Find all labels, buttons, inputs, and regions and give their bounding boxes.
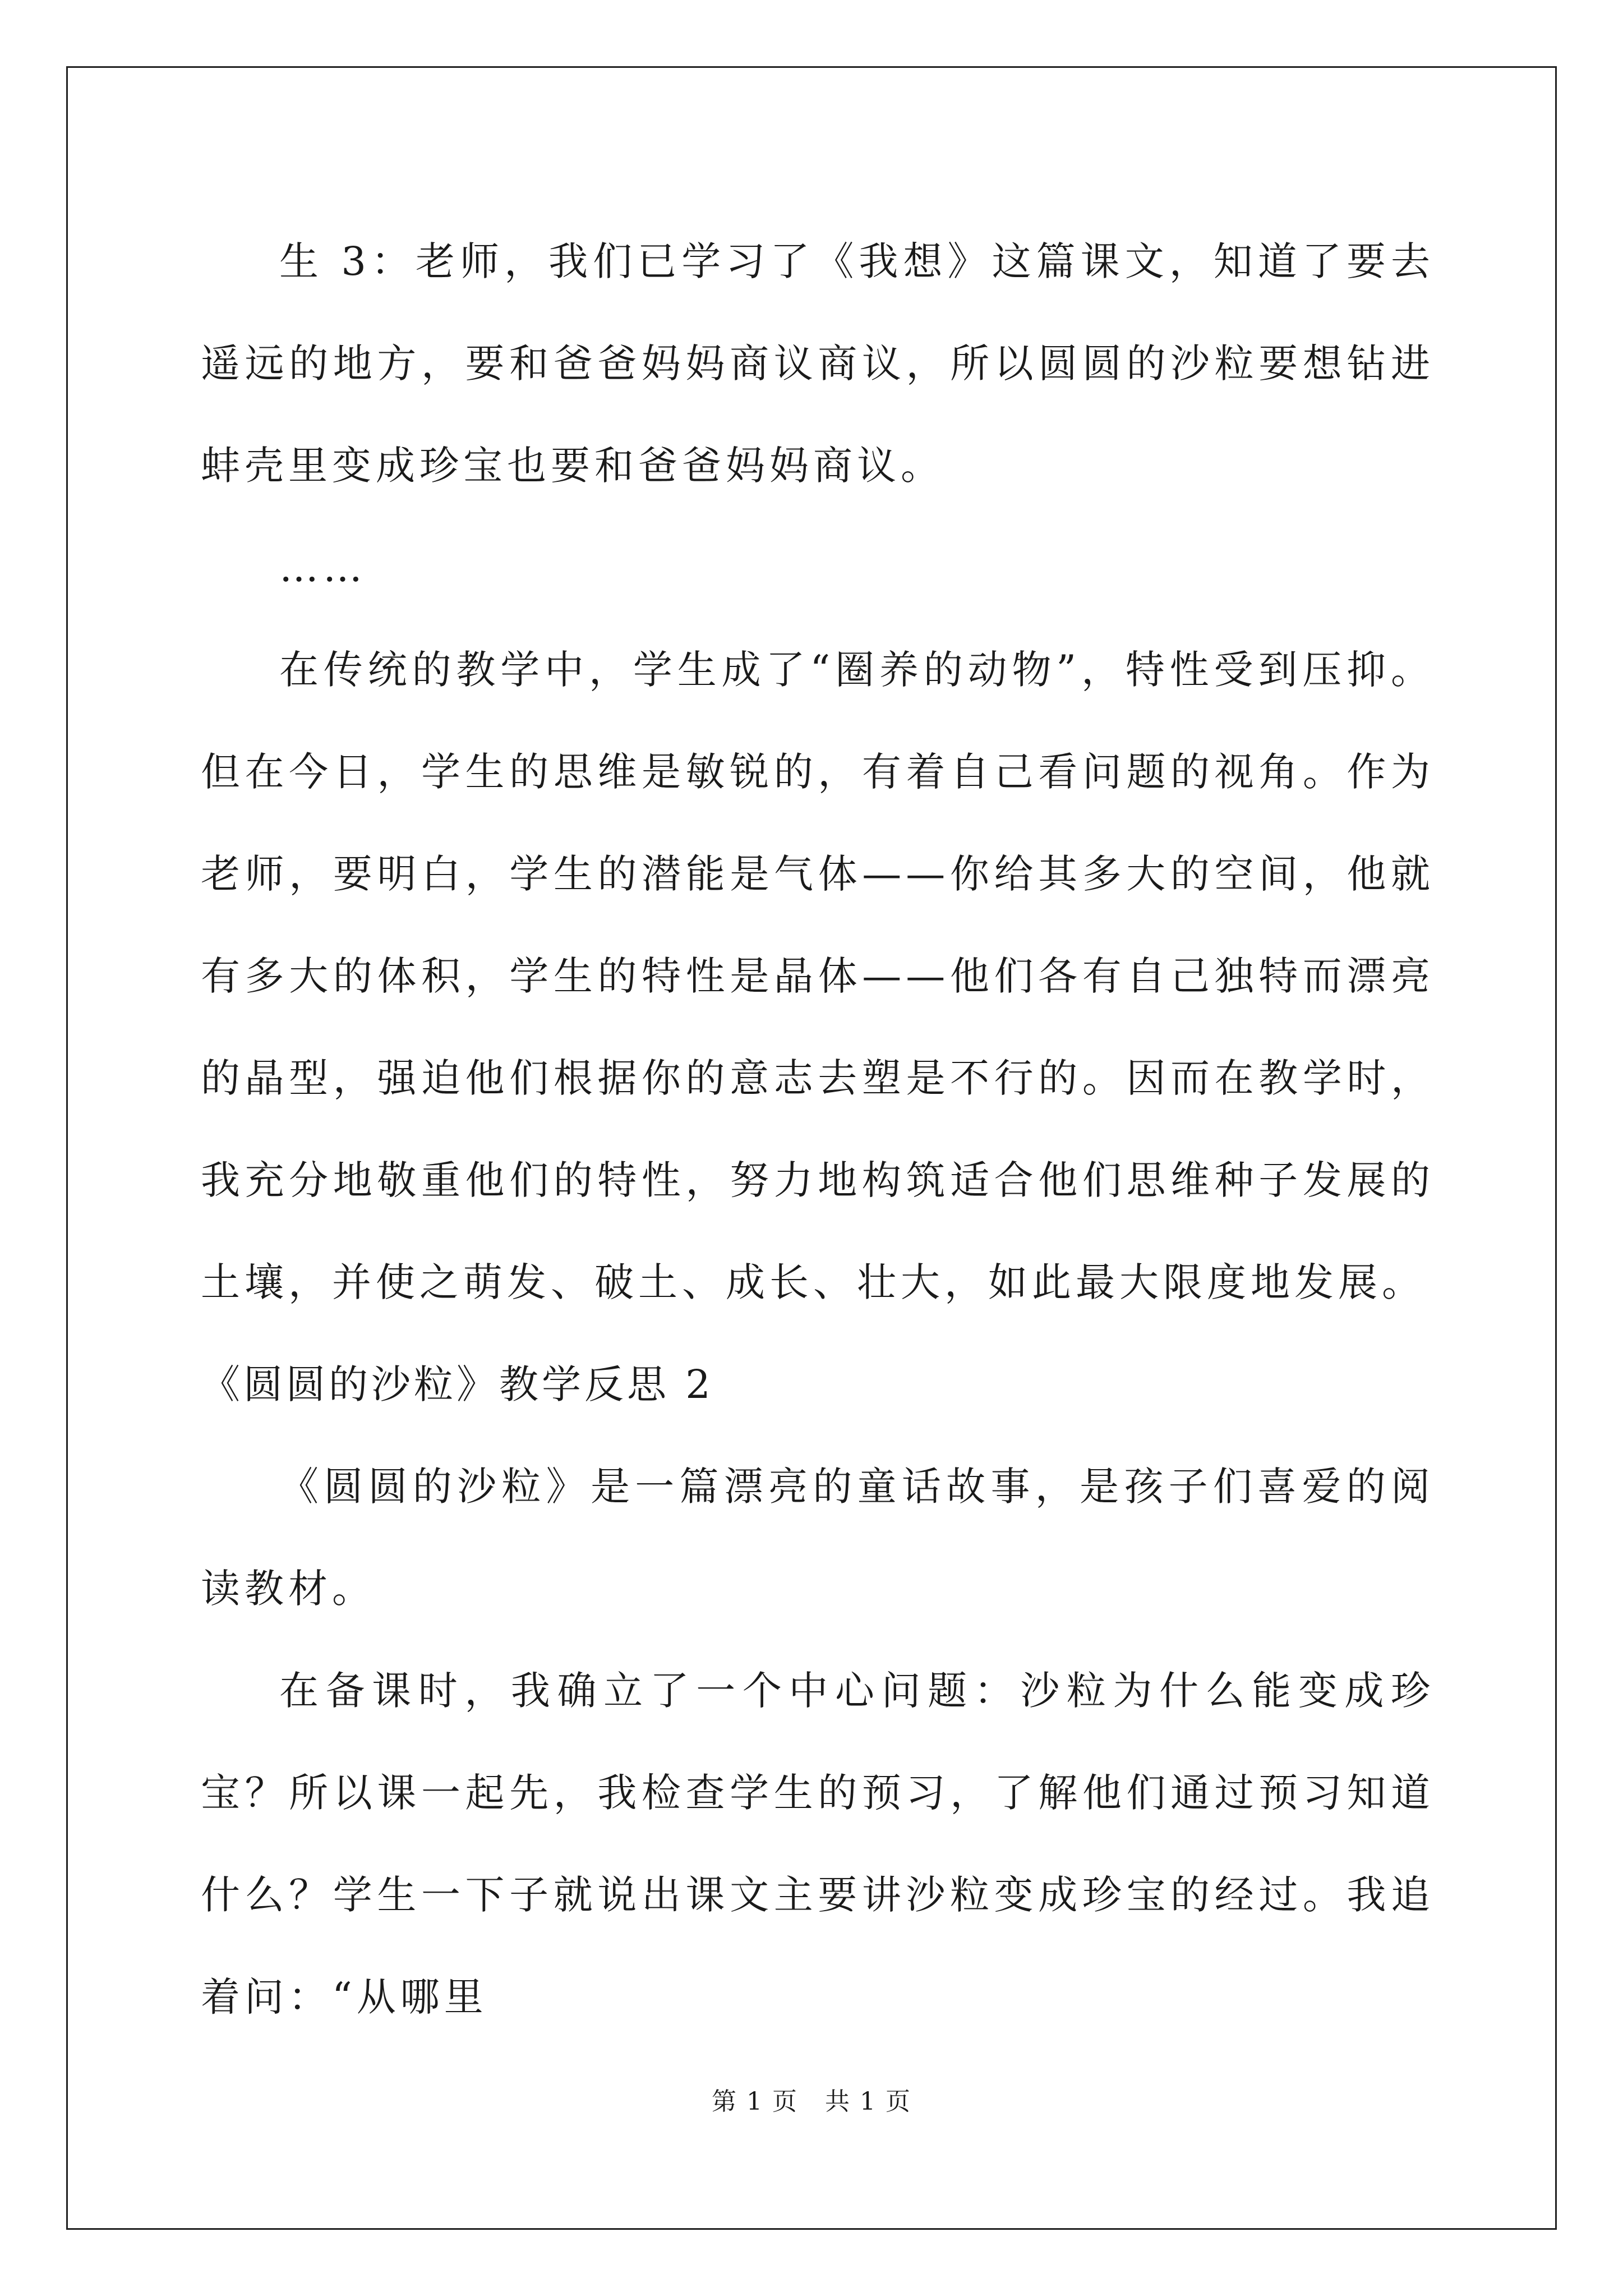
paragraph-reflection: 在传统的教学中，学生成了“圈养的动物”，特性受到压抑。但在今日，学生的思维是敏锐的，有着自己看问题的视角。作为老师，要明白，学生的潜能是气体——你给其多大的空间，他就有多大的体积，学生的特性是晶体——他们各有自己独特而漂亮的晶型，强迫他们根据你的意志去塑是不行的。因而在教学时，我充分地敬重他们的特性，努力地构筑适合他们思维种子发展的土壤，并使之萌发、破土、成长、壮大，如此最大限度地发展。	[201, 647, 1435, 1305]
page-footer	[0, 2081, 1623, 2117]
paragraph-student-answer: 生 3：老师，我们已学习了《我想》这篇课文，知道了要去遥远的地方，要和爸爸妈妈商议商议，所以圆圆的沙粒要想钻进蚌壳里变成珍宝也要和爸爸妈妈商议。	[201, 238, 1435, 489]
paragraph-ellipsis: ……	[279, 545, 367, 591]
document-body	[201, 210, 1435, 2048]
paragraph-lesson-prep: 在备课时，我确立了一个中心问题：沙粒为什么能变成珍宝？所以课一起先，我检查学生的预习，了解他们通过预习知道什么？学生一下子就说出课文主要讲沙粒变成珍宝的经过。我追着问：“从哪里	[201, 1668, 1435, 2020]
page-number: 第 1 页	[712, 2087, 799, 2116]
paragraph-intro: 《圆圆的沙粒》是一篇漂亮的童话故事，是孩子们喜爱的阅读教材。	[201, 1464, 1435, 1612]
section-heading: 《圆圆的沙粒》教学反思 2	[201, 1361, 714, 1407]
page-total: 共 1 页	[824, 2087, 911, 2116]
